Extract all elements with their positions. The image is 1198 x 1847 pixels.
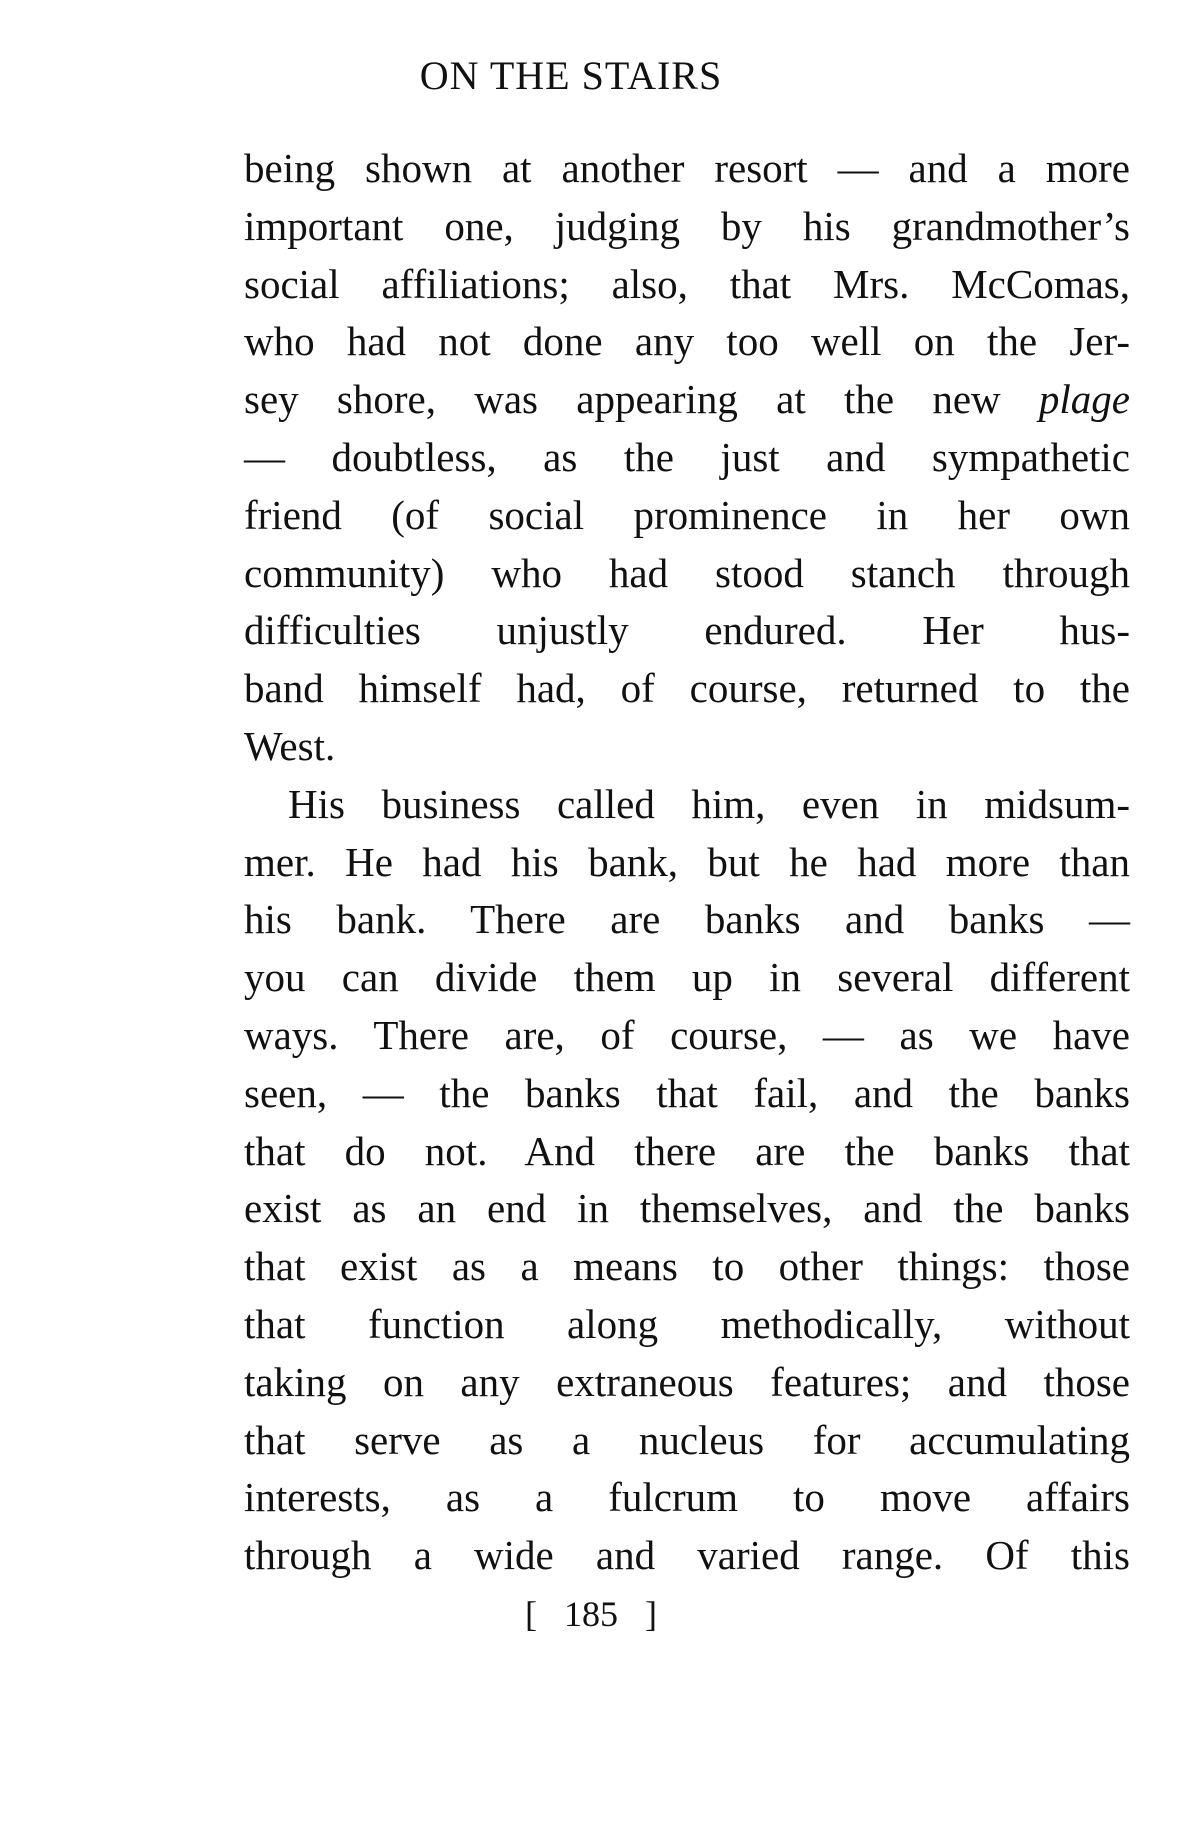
page-number: [ 185 ] bbox=[525, 1594, 657, 1634]
text-line: you can divide them up in several different bbox=[244, 954, 1130, 1001]
text-line: who had not done any too well on the Jer- bbox=[244, 318, 1130, 365]
text-line: difficulties unjustly endured. Her hus- bbox=[244, 607, 1130, 654]
running-head: ON THE STAIRS bbox=[419, 53, 723, 98]
body-text bbox=[244, 140, 1130, 1585]
text-line: band himself had, of course, returned to the bbox=[244, 665, 1130, 712]
text-line: through a wide and varied range. Of this bbox=[244, 1532, 1130, 1579]
text-line: taking on any extraneous features; and those bbox=[244, 1358, 1130, 1405]
paragraph-1 bbox=[244, 140, 1130, 776]
text-line: sey shore, was appearing at the new plage bbox=[244, 376, 1130, 423]
text-line: His business called him, even in midsum- bbox=[288, 780, 1130, 827]
text-line: community) who had stood stanch through bbox=[244, 549, 1130, 596]
text-line: friend (of social prominence in her own bbox=[244, 491, 1130, 538]
text-line: his bank. There are banks and banks — bbox=[244, 896, 1130, 943]
text-line: mer. He had his bank, but he had more than bbox=[244, 838, 1130, 885]
text-line: being shown at another resort — and a more bbox=[244, 145, 1130, 191]
text-line: that exist as a means to other things: those bbox=[244, 1243, 1130, 1290]
text-line: exist as an end in themselves, and the banks bbox=[244, 1185, 1130, 1232]
text-line: that function along methodically, without bbox=[244, 1300, 1130, 1347]
text-line: social affiliations; also, that Mrs. McComas, bbox=[244, 260, 1130, 307]
text-line: ways. There are, of course, — as we have bbox=[244, 1011, 1130, 1058]
italic-word: plage bbox=[1038, 376, 1130, 423]
text-line: — doubtless, as the just and sympathetic bbox=[244, 433, 1130, 480]
text-line: West. bbox=[244, 722, 336, 769]
text-line: that serve as a nucleus for accumulating bbox=[244, 1416, 1130, 1463]
text-line: important one, judging by his grandmother’s bbox=[244, 202, 1130, 249]
text-line: seen, — the banks that fail, and the banks bbox=[244, 1069, 1130, 1116]
text-line: interests, as a fulcrum to move affairs bbox=[244, 1474, 1130, 1521]
paragraph-2 bbox=[244, 776, 1130, 1585]
text-line: that do not. And there are the banks that bbox=[244, 1127, 1130, 1174]
